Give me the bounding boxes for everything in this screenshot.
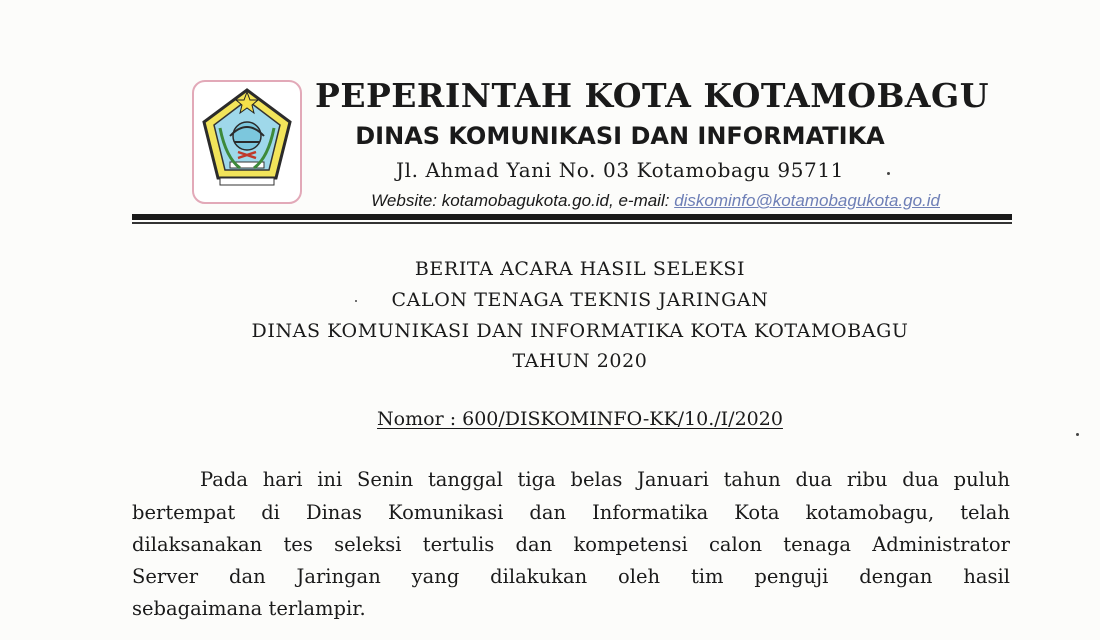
scan-speck [1076,433,1079,436]
document-number-text: Nomor : 600/DISKOMINFO-KK/​10./I/2020 [377,408,783,430]
body-line-4: Server dan Jaringan yang dilakukan oleh tim penguji dengan hasil [132,565,1010,588]
letterhead-divider-thin [132,222,1012,224]
agency-title: DINAS KOMUNIKASI DAN INFORMATIKA [355,122,885,150]
government-title: PEPERINTAH KOTA KOTAMOBAGU [315,76,989,115]
contact-line [320,191,940,211]
kotamobagu-emblem-icon [190,78,304,206]
body-line-1: Pada hari ini Senin tanggal tiga belas Januari tahun dua ribu dua puluh [200,468,1010,491]
scan-speck [355,300,357,302]
document-title-line-3: DINAS KOMUNIKASI DAN INFORMATIKA KOTA KOTAMOBAGU [251,320,909,342]
body-line-2: bertempat di Dinas Komunikasi dan Informatika Kota kotamobagu, telah [132,501,1010,524]
document-title-line-4: TAHUN 2020 [512,350,648,372]
document-number [170,408,990,430]
body-line-3: dilaksanakan tes seleksi tertulis dan kompetensi calon tenaga Administrator [132,533,1010,556]
website-label: Website: kotamobagukota.go.id, e-mail: [371,191,675,210]
address: Jl. Ahmad Yani No. 03 Kotamobagu 95711 [395,158,845,182]
letterhead-divider-thick [132,214,1012,220]
scan-speck [887,172,890,175]
document-title-line-1: BERITA ACARA HASIL SELEKSI [414,258,746,280]
document-title-line-2: CALON TENAGA TEKNIS JARINGAN [391,289,769,311]
email-link[interactable]: diskominfo@kotamobagukota.go.id [674,191,940,210]
body-line-5: sebagaimana terlampir. [132,597,366,620]
